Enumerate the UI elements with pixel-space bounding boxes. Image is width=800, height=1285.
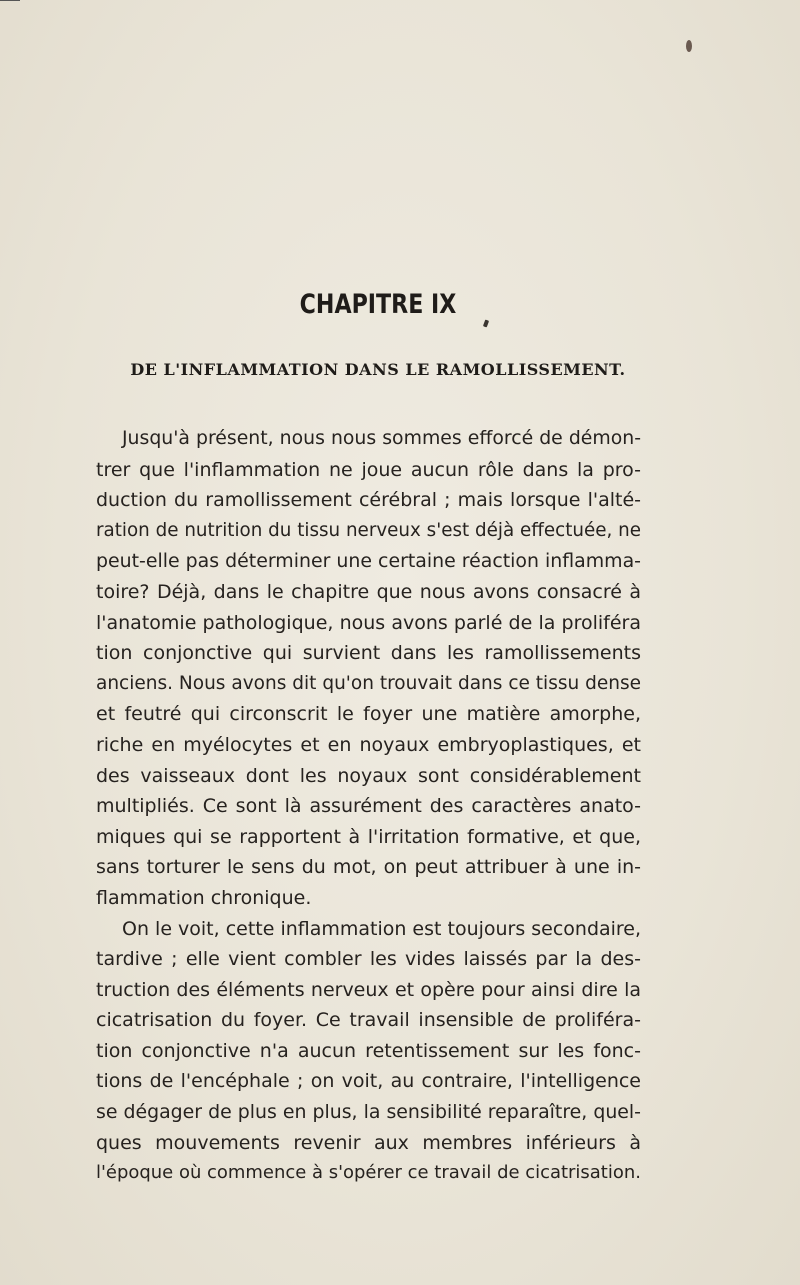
text-line: se dégager de plus en plus, la sensibilité reparaître, quel- <box>96 1101 641 1124</box>
scan-edge-line <box>0 0 20 1</box>
text-line: flammation chronique. <box>96 886 312 909</box>
text-line: truction des éléments nerveux et opère pour ainsi dire la <box>96 978 641 1001</box>
body-text <box>96 424 641 1189</box>
text-line: sans torturer le sens du mot, on peut attribuer à une in- <box>96 856 641 879</box>
text-line: tion conjonctive qui survient dans les ramollissements <box>96 642 641 665</box>
text-line: miques qui se rapportent à l'irritation formative, et que, <box>96 825 641 848</box>
text-line: anciens. Nous avons dit qu'on trouvait dans ce tissu dense <box>96 672 641 694</box>
text-line: peut-elle pas déterminer une certaine réaction inflamma- <box>96 550 641 573</box>
text-line: multipliés. Ce sont là assurément des caractères anato- <box>96 795 641 818</box>
text-line: riche en myélocytes et en noyaux embryoplastiques, et <box>96 733 641 756</box>
text-line: ration de nutrition du tissu nerveux s'est déjà effectuée, ne <box>96 519 641 541</box>
text-line: tardive ; elle vient combler les vides laissés par la des- <box>96 948 641 971</box>
stray-ink-mark <box>483 320 489 328</box>
text-line: des vaisseaux dont les noyaux sont considérablement <box>96 764 641 787</box>
text-line: tion conjonctive n'a aucun retentissement sur les fonc- <box>96 1039 641 1062</box>
chapter-title: CHAPITRE IX <box>299 289 457 320</box>
text-line: trer que l'inflammation ne joue aucun rôle dans la pro- <box>96 458 641 481</box>
text-line: et feutré qui circonscrit le foyer une matière amorphe, <box>96 703 641 726</box>
text-line: cicatrisation du foyer. Ce travail insensible de proliféra- <box>96 1009 641 1032</box>
chapter-subtitle: DE L'INFLAMMATION DANS LE RAMOLLISSEMENT. <box>130 360 626 379</box>
text-line: On le voit, cette inflammation est toujours secondaire, <box>122 917 641 940</box>
text-line: duction du ramollissement cérébral ; mais lorsque l'alté- <box>96 489 641 512</box>
ink-spot <box>686 40 692 52</box>
text-line: ques mouvements revenir aux membres inférieurs à <box>96 1131 641 1154</box>
paragraph-2 <box>96 914 641 1189</box>
text-line: Jusqu'à présent, nous nous sommes efforcé de démon- <box>122 428 641 449</box>
text-line: toire? Déjà, dans le chapitre que nous avons consacré à <box>96 580 641 603</box>
paragraph-1 <box>96 424 641 914</box>
text-line: l'anatomie pathologique, nous avons parlé de la proliféra <box>96 611 641 634</box>
text-line: tions de l'encéphale ; on voit, au contraire, l'intelligence <box>96 1070 641 1093</box>
text-line: l'époque où commence à s'opérer ce travail de cicatrisation. <box>96 1162 641 1184</box>
